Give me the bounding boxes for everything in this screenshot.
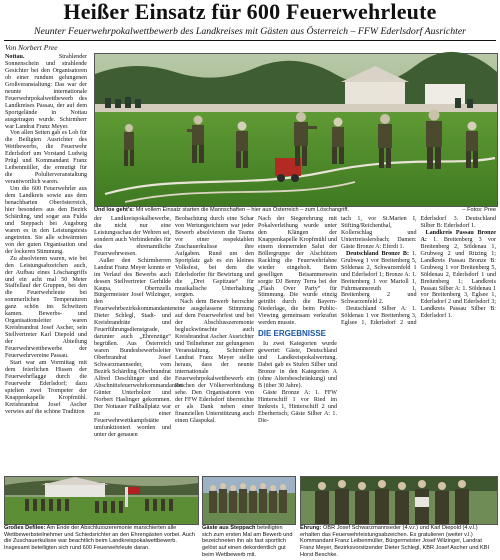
- article-paragraph: [5, 186, 87, 256]
- article-paragraph: [341, 251, 417, 307]
- author-line: Von Norbert Pree: [5, 43, 58, 52]
- photo-defilee: [4, 476, 199, 525]
- text-column-1: [5, 54, 87, 474]
- paragraph-lead: Deutschland Bronze B:: [346, 250, 412, 257]
- subheadline: Neunter Feuerwehrpokalwettbewerb des Landkreises mit Gästen aus Österreich – FFW Ederlsdorf Ausrichter: [33, 26, 466, 37]
- paragraph-text: Deutschland Silber A: 1. Söldenau 1 vor Breitenberg 3, Eglsee 1, Ederlsdorf 2 und Ederlsdorf 3. Deutschland Silber B: Ederlsdorf 1.: [341, 216, 496, 327]
- photo-top-caption: [94, 207, 496, 214]
- paragraph-text: Nach der Siegerehrung mit Pokalverleihung wurde unter den Klängen der Knappenkapelle Kropfmühl und einem donnernden Salut der Böllergruppe der Alschützen Rackling die Feuerwehrfahne wieder eingeholt. Beim geselligen Beisammensein sorgte DJ Benny Terra bei der „Flash Over Party“ für Stimmung. Die wurde einzig getrübt durch die Bayern-Niederlage, die beim Public-Viewing gemeinsam verkraftet werden musste.: [258, 216, 337, 327]
- article-paragraph: [5, 130, 87, 186]
- paragraph-lead: Nottau.: [5, 54, 59, 60]
- photo-defilee-image: [5, 477, 198, 524]
- caption-lead: Gäste aus Steppach: [202, 525, 256, 531]
- caption-lead: Und los geht's:: [94, 207, 135, 213]
- section-heading-results: DIE ERGEBNISSE: [258, 329, 327, 339]
- paragraph-text: Gäste Bronze A: 1. FFW Hinterschiff 1 vor Ried im Innkreis 1, Hinterschiff 2 und Eberhertsch; Gäste Silber A: 1. Die-: [258, 389, 337, 424]
- photo-honors-image: [301, 477, 497, 524]
- paragraph-text: Iu zwei Kategorien wurde gewertet: Gäste, Deutschland und Landkreispokalwertung. Dabei gab es Stufen Silber und Bronze in den Kategorien A (ohne Altersbeschränkung) und B (über 30 Jahre).: [258, 341, 337, 389]
- caption-lead: Großes Defilee:: [4, 525, 46, 531]
- header-rule: [4, 40, 496, 41]
- paragraph-text: Zu absolvieren waren, wie bei den Leistungsabzeichen auch, der Aufbau eines Löschangriffs und ein acht mal 50 Meter Staffellauf der Gruppen, bei den die Feuerwehrleute bei sommerlichen Temperaturen ganz schön ins Schwitzen kamen. Bewerbs- und Organisationsleiter waren Kreisbrandrat Josef Ascher, sein Stellvertreter Karl Diepold und der Abteilung Feuerwehrwettbewerbe der Feuerwehrvereine Passau.: [5, 255, 87, 359]
- photo-top-image: [95, 54, 497, 206]
- paragraph-text: Strahlender Sonnenschein und strahlende Gesichter bei den Organisatoren ob einer rundum gelungenen Großveranstaltung: Das war der neunte internationale Feuerwehrpokalwettbewerb des Landkreises Passau, der auf dem Sportgelände in Nottau ausgetragen wurde. Schirmherr war Landrat Franz Meyer.: [5, 54, 87, 130]
- caption-text: OBR Josef Schwarzmannseder (4.v.r.) und Karl Diepold (4.v.l.) erhalten das Feuerwehrleistungsabzeichen. Es gratulieren (weiter v.l.) Kommandant Franz Leibenmüller, Bürgermeister Josef Wilzinger, Landrat Franz Meyer, Bezirksvorsitzender Dieter Schlegl, KBR Josef Ascher und KBI Horst Beschke.: [300, 525, 490, 558]
- headline: Heißer Einsatz für 600 Feuerwehrleute: [63, 0, 437, 24]
- caption-text: beteiligten sich zum ersten Mal am Bewerb und bezeichneten ihn als fast sportlich gelöst auf einen dekordentlich gut beim Wettbewerb mit.: [202, 525, 293, 558]
- caption-text: Am Ende der Abschlusszeremonie marschierten alle Wettbewerbsteilnehmer und Schiedsrichter an den Ehrengästen vorbei. Auch die Zuschauerkulisse war beachtlich beim Landkreispokalwettbewerb. Insgesamt beteiligten sich rund 600 Feuerwehrleute daran.: [4, 525, 195, 552]
- article-paragraph: [258, 390, 337, 425]
- paragraph-text: Nach dem Bewerb herrschte eine ausgelassene Stimmung auf dem Feuerwehrfest und bei der Abschlusszeremonie begluckwünschte auch Kreisbrandrat Ascher Ausrichter und Teilnehmer zur gelungenen Veranstaltung. Schirmherr Landrat Franz Meyer stellte heraus, dass der neunte internationale Feuerwehrpokalwettbewerb ein Zeichen der Völkerverbindung sehe. Den Organisatoren von der FFW Ederlsdorf überreichte er als Dank neben einer finanziellen Unterstützung auch einen Glaspokal.: [175, 299, 254, 424]
- article-paragraph: [258, 341, 337, 390]
- article-paragraph: [421, 230, 497, 320]
- article-paragraph: [341, 216, 417, 251]
- paragraph-text: Beobachtung durch eine Schar von Wertungsrichtern war jeder Bewerb absolvieren die Teams vor einer respektablen Zuschauerkulisse ihre Aufgaben. Rund um den Sportplatz gab es ein kleines Volksfest, bei dem die Ederlsdorfer für Bewirtung und die „Drei Gspitzate“ für musikalische Unterhaltung sorgten.: [175, 216, 254, 299]
- paragraph-text: Von allen Seiten gab es Lob für die Beiligten Ausrichter des Wettbewerbs, die Feuerwehr Ederlsdorf um Vorstand Ludwig Prügl und Kommandant Franz Leibenmüller, die ermutigt für die Polulierveranstaltung verantwortlich waren.: [5, 130, 87, 186]
- paragraph-text: Außer den Schirmherren Landrat Franz Meyer konnte er im Verlauf des Bewerbs auch dessen Stellvertreter Gerhilde Kaupa, Obernzells Bürgermeister Josef Wilzinger, den Feuerwehrbezirkskommandanten Dieter Schlegl, Stadt- und Kreisbrandräte und Feuerführungsdienstgrade, darunter auch „Ehrenzüge“ begrüßen. Aus Österreich waren Bundesbewerbsleiter Oberbrandrat Josef Schwarzmannseder, vom Bezirk Schärding Oberbrandrat Alfred Deschlinger und die Abschnittsfeuerwehrkommandanten Günter Unterholzer und Norbert Haslinger gekommen. Der Nottauer Fußballplatz war zu einer Feuerwehrwettkampfstätte umfunktioniert worden und unter der genauen: [94, 257, 183, 438]
- article-paragraph: [94, 216, 171, 258]
- photo-guests-steppach: [202, 476, 296, 525]
- photo-fire-brigade-competition: [94, 53, 498, 207]
- photo-defilee-caption: [4, 525, 197, 552]
- paragraph-lead: Landkreis Passau Bronze A:: [420, 229, 496, 243]
- article-paragraph: [5, 360, 87, 416]
- photo-guests-image: [203, 477, 295, 524]
- article-paragraph: [5, 256, 87, 360]
- photo-honors: [300, 476, 498, 525]
- article-paragraph: [175, 299, 254, 424]
- caption-text: Mit vollem Einsatz starten die Mannschaften – hier aus Österreich – zum Löschangriff.: [135, 207, 349, 213]
- article-paragraph: [175, 216, 254, 299]
- photo-honors-caption: [300, 525, 496, 559]
- paragraph-text: 1. Grubweg 1 vor Breitenberg 5, Söldenau 2, Schwarzenfeld 1 und Ederlsdorf 1; Bronze A: 1. Breitenberg 1 vor Marioll 1, Fuhrmannsreuth 1, Breitenberg 2 und Schwarzenfeld 2.: [341, 250, 417, 306]
- text-column-5: [341, 216, 496, 472]
- paragraph-text: Start war am Vormittag mit dem feierlichen Hissen der Feuerwehrflagge durch die Feuerwehr Ederlsdorf; dazu spielten zwei Trompeter der Knappenkapelle Kropfmühl. Kreisbrandrat Josef Ascher verwies auf die schöne Tradition: [5, 359, 87, 415]
- paragraph-text: Um die 600 Feuerwehrler aus dem Landkreis sowie aus dem benachbarten Oberösterreich, hier besonders aus den Bezirk Schärding, und sogar aus Fulda und Steppach bei Augsburg waren es in den Leistungstests angetreten. Sie alle schwärmten von der guten Organisation und der lockeren Stimmung.: [5, 186, 87, 255]
- photo-guests-caption: [202, 525, 294, 559]
- article-paragraph: [5, 54, 87, 130]
- paragraph-text: der Landkreispokalbewerbe, die nicht nur eine Leistungsschau der Wehren sei, sondern auch Verbindendes für das ehrenamtliche Feuerwehrwesen.: [94, 216, 171, 257]
- paragraph-text: tach 1, vor St.Marien I, Stifting/Reichenthal, Kollerschlag und Untertreisslersbach; Damen: Gäste Bronze A: Eferdi 1.: [341, 216, 417, 250]
- photo-credit: – Fotos: Pree: [462, 207, 496, 213]
- paragraph-text: 1. Breitenberg 3 vor Breitenberg 2, Söldenau 1, Grubweg 2 und Ritzing 1; Landkreis Passau Bronze B: Grubweg 1 vor Breitenberg 5, Söldenau 2, Ederlsdorf 1 und Breitenberg 1; Landkreis Passau Silber A: 1. Söldenau 1 vor Breitenberg 3, Eglsee 1, Ederlsdorf 2 und Ederlsdorf 3; Landkreis Passau Silber B: Ederlsdorf 1.: [420, 236, 496, 320]
- text-column-4: [258, 216, 337, 472]
- article-paragraph: [94, 257, 183, 439]
- caption-lead: Ehrung:: [300, 525, 322, 531]
- article-paragraph: [258, 216, 337, 327]
- text-column-2: [94, 216, 183, 472]
- text-column-3: [175, 216, 254, 472]
